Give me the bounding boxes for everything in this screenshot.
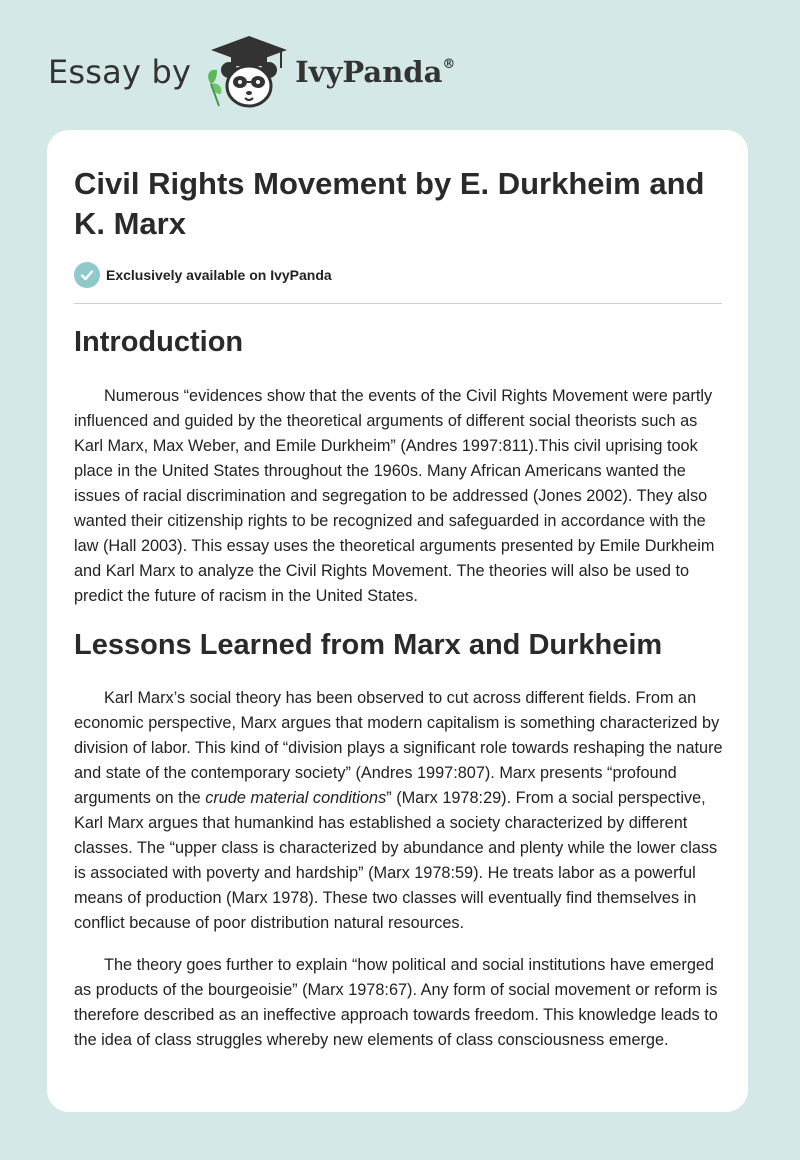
paragraph-lessons-1: Karl Marx’s social theory has been observed to cut across different fields. From an economic perspective, Marx argues that modern capitalism is something characterized by division of labor. This kind of “division plays a significant role towards reshaping the nature and state of the contemporary society” (Andres 1997:807). Marx presents “profound arguments on the crude material conditions” (Marx 1978:29). From a social perspective, Karl Marx argues that humankind has established a society characterized by different classes. The “upper class is characterized by abundance and plenty while the lower class is associated with poverty and hardship” (Marx 1978:59). He treats labor as a powerful means of production (Marx 1978). These two classes will eventually find themselves in conflict because of poor distribution natural resources. <box>74 689 723 932</box>
paragraph-lessons-2: The theory goes further to explain “how political and social institutions have emerged as products of the bourgeoisie” (Marx 1978:67). Any form of social movement or reform is therefore described as an ineffective approach towards freedom. This knowledge leads to the idea of class struggles whereby new elements of class consciousness emerge. <box>74 956 718 1049</box>
panda-graduate-icon <box>203 32 289 112</box>
page-title: Civil Rights Movement by E. Durkheim and K. Marx <box>74 166 705 241</box>
section-heading-introduction: Introduction <box>74 326 244 358</box>
exclusive-badge <box>74 262 332 288</box>
essay-card <box>47 130 748 1112</box>
site-header <box>48 30 455 114</box>
check-circle-icon <box>74 262 100 288</box>
divider <box>74 303 722 304</box>
paragraph-introduction: Numerous “evidences show that the events of the Civil Rights Movement were partly influenced and guided by the theoretical arguments of different social theorists such as Karl Marx, Max Weber, and Emile Durkheim” (Andres 1997:811).This civil uprising took place in the United States throughout the 1960s. Many African Americans wanted the issues of racial discrimination and segregation to be addressed (Jones 2002). They also wanted their citizenship rights to be recognized and safeguarded in accordance with the law (Hall 2003). This essay uses the theoretical arguments presented by Emile Durkheim and Karl Marx to analyze the Civil Rights Movement. The theories will also be used to predict the future of racism in the United States. <box>74 387 715 605</box>
registered-mark: ® <box>442 57 456 72</box>
brand-name: IvyPanda® <box>295 55 456 89</box>
exclusive-badge-label: Exclusively available on IvyPanda <box>106 267 332 283</box>
essay-by-label: Essay by <box>48 53 192 91</box>
section-heading-lessons: Lessons Learned from Marx and Durkheim <box>74 629 663 661</box>
